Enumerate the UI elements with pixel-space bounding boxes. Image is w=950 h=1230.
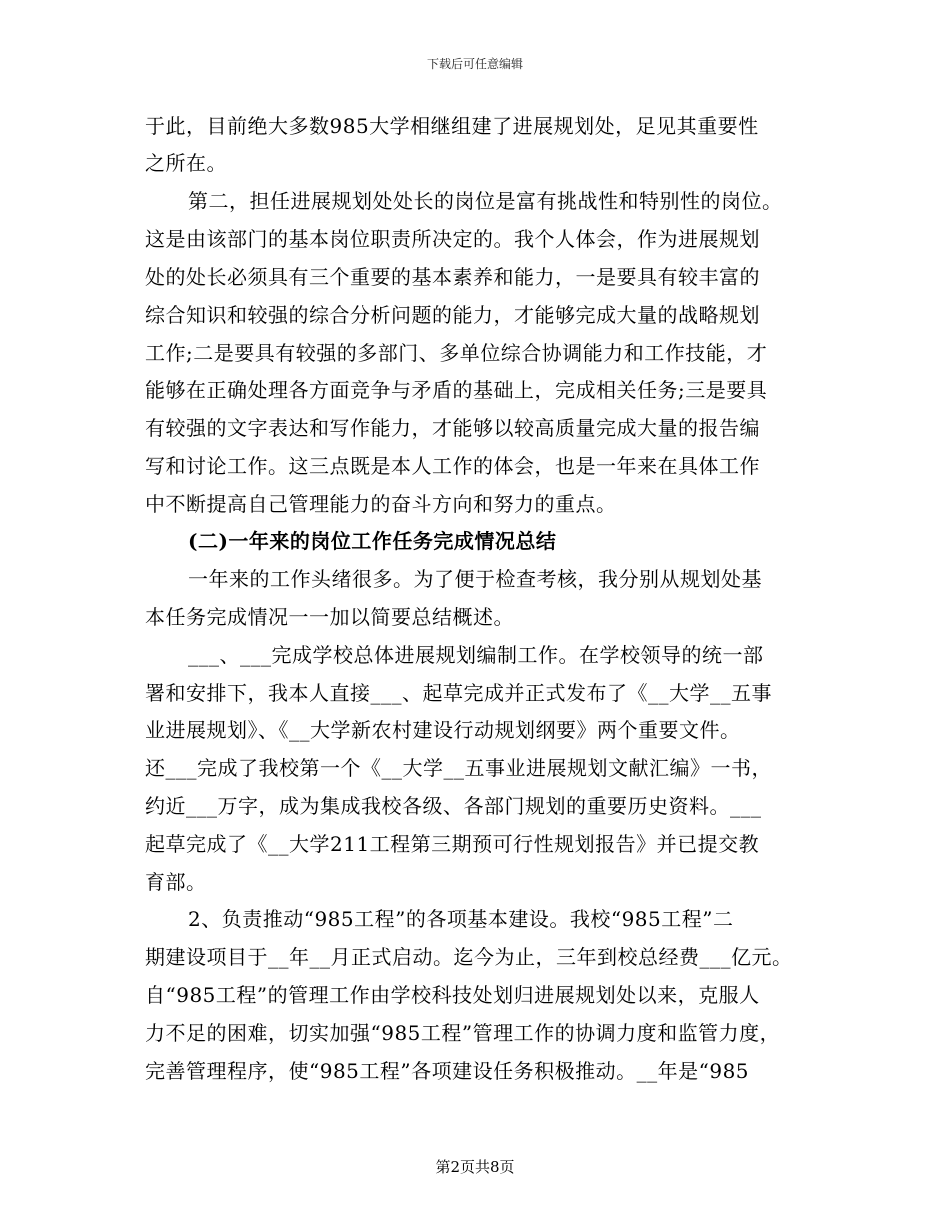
text-line: 自“985工程”的管理工作由学校科技处划归进展规划处以来，克服人 — [145, 983, 760, 1007]
text-line: ___、___完成学校总体进展规划编制工作。在学校领导的统一部 — [188, 643, 764, 667]
text-line: 业进展规划》、《__大学新农村建设行动规划纲要》两个重要文件。 — [145, 718, 741, 742]
text-line: 第二，担任进展规划处处长的岗位是富有挑战性和特别性的岗位。 — [188, 189, 783, 213]
text-line: 起草完成了《__大学211工程第三期预可行性规划报告》并已提交教 — [145, 832, 760, 856]
text-line: 本任务完成情况一一加以简要总结概述。 — [145, 605, 514, 629]
text-line: 于此，目前绝大多数985大学相继组建了进展规划处，足见其重要性 — [145, 114, 759, 138]
text-line: 还___完成了我校第一个《__大学__五事业进展规划文献汇编》一书， — [145, 756, 772, 780]
text-line: 力不足的困难，切实加强“985工程”管理工作的协调力度和监管力度， — [145, 1021, 781, 1045]
text-line: 工作;二是要具有较强的多部门、多单位综合协调能力和工作技能，才 — [145, 341, 768, 365]
text-line: 完善管理程序，使“985工程”各项建设任务积极推动。__年是“985 — [145, 1059, 750, 1083]
text-line: 育部。 — [145, 870, 207, 894]
text-line: 处的处长必须具有三个重要的基本素养和能力，一是要具有较丰富的 — [145, 265, 760, 289]
text-line: 2、负责推动“985工程”的各项基本建设。我校“985工程”二 — [188, 907, 734, 931]
text-line: 能够在正确处理各方面竞争与矛盾的基础上，完成相关任务;三是要具 — [145, 378, 768, 402]
text-line: 一年来的工作头绪很多。为了便于检查考核，我分别从规划处基 — [188, 567, 762, 591]
text-line: 中不断提高自己管理能力的奋斗方向和努力的重点。 — [145, 492, 617, 516]
text-line: 署和安排下，我本人直接___、起草完成并正式发布了《__大学__五事 — [145, 681, 772, 705]
text-line: 综合知识和较强的综合分析问题的能力，才能够完成大量的战略规划 — [145, 303, 760, 327]
page-header: 下载后可任意编辑 — [426, 57, 523, 71]
text-line: 写和讨论工作。这三点既是本人工作的体会，也是一年来在具体工作 — [145, 454, 760, 478]
section-heading: (二)一年来的岗位工作任务完成情况总结 — [188, 529, 557, 553]
text-line: 期建设项目于__年__月正式启动。迄今为止，三年到校总经费___亿元。 — [145, 945, 793, 969]
text-line: 这是由该部门的基本岗位职责所决定的。我个人体会，作为进展规划 — [145, 227, 760, 251]
text-line: 有较强的文字表达和写作能力，才能够以较高质量完成大量的报告编 — [145, 416, 760, 440]
page-footer: 第2页共8页 — [435, 1158, 515, 1176]
text-line: 约近___万字，成为集成我校各级、各部门规划的重要历史资料。___ — [145, 794, 762, 818]
text-line: 之所在。 — [145, 151, 227, 175]
